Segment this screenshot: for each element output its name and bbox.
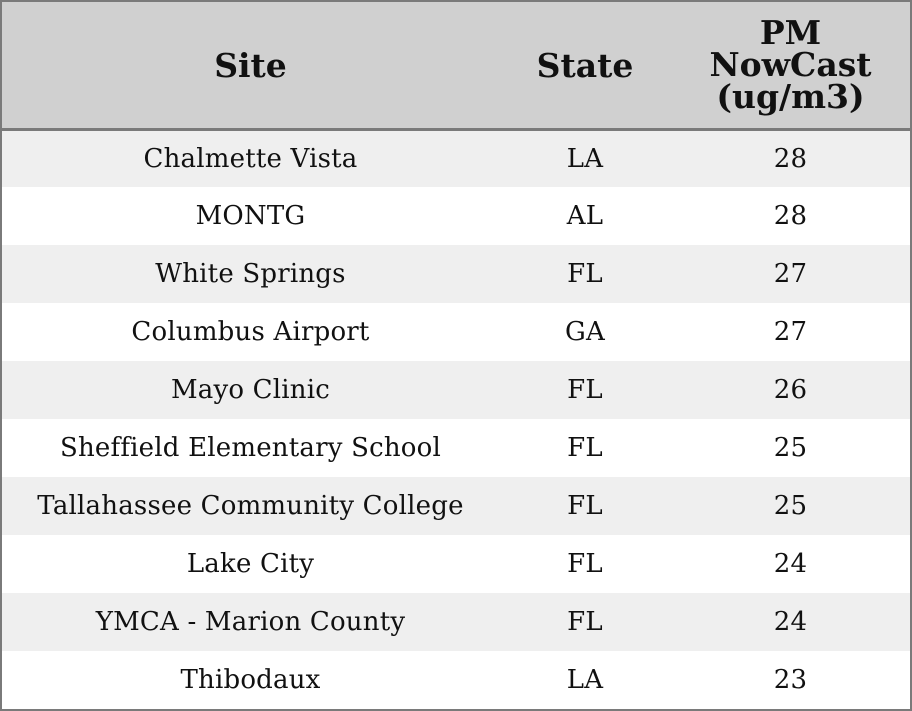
- column-header-pm-line-3: (ug/m3): [716, 76, 865, 116]
- column-header-state: State: [499, 2, 671, 129]
- cell-state: LA: [566, 143, 604, 174]
- cell-state: LA: [566, 664, 604, 695]
- table-body: [2, 129, 910, 708]
- cell-state: FL: [567, 607, 603, 637]
- pm-nowcast-table: [2, 2, 910, 708]
- column-header-site: Site: [2, 2, 499, 129]
- table-row: [2, 593, 910, 651]
- table-header: [2, 2, 910, 129]
- cell-pm: 27: [773, 259, 808, 289]
- table-row: [2, 361, 910, 419]
- cell-site: Sheffield Elementary School: [59, 433, 442, 463]
- table-row: [2, 419, 910, 477]
- cell-site: Chalmette Vista: [143, 143, 358, 174]
- column-header-pm-line-1: PM: [759, 12, 822, 52]
- cell-state: FL: [567, 491, 603, 521]
- cell-pm: 25: [773, 433, 808, 463]
- cell-site: YMCA - Marion County: [95, 607, 406, 637]
- table-row: [2, 245, 910, 303]
- cell-state: FL: [567, 259, 603, 289]
- cell-state: AL: [566, 201, 604, 231]
- cell-site: MONTG: [195, 201, 306, 231]
- table-row: [2, 187, 910, 245]
- cell-pm: 23: [773, 664, 808, 695]
- cell-pm: 24: [773, 549, 808, 579]
- header-row: [2, 2, 910, 129]
- cell-site: White Springs: [155, 259, 346, 289]
- table-row: [2, 303, 910, 361]
- cell-site: Tallahassee Community College: [37, 491, 464, 521]
- cell-site: Lake City: [186, 549, 315, 579]
- cell-state: FL: [567, 433, 603, 463]
- cell-pm: 24: [773, 607, 808, 637]
- table-row: [2, 477, 910, 535]
- table-row: [2, 535, 910, 593]
- cell-state: GA: [565, 317, 605, 347]
- column-header-pm-line-2: NowCast: [709, 44, 872, 84]
- cell-pm: 25: [773, 491, 808, 521]
- cell-pm: 27: [773, 317, 808, 347]
- cell-state: FL: [567, 549, 603, 579]
- table-row: [2, 651, 910, 708]
- table-row: [2, 129, 910, 187]
- cell-site: Thibodaux: [180, 664, 321, 695]
- cell-site: Columbus Airport: [131, 317, 370, 347]
- cell-pm: 28: [773, 143, 808, 174]
- cell-site: Mayo Clinic: [170, 375, 331, 405]
- cell-pm: 26: [773, 375, 808, 405]
- cell-state: FL: [567, 375, 603, 405]
- column-header-pm-nowcast: [671, 2, 910, 129]
- cell-pm: 28: [773, 201, 808, 231]
